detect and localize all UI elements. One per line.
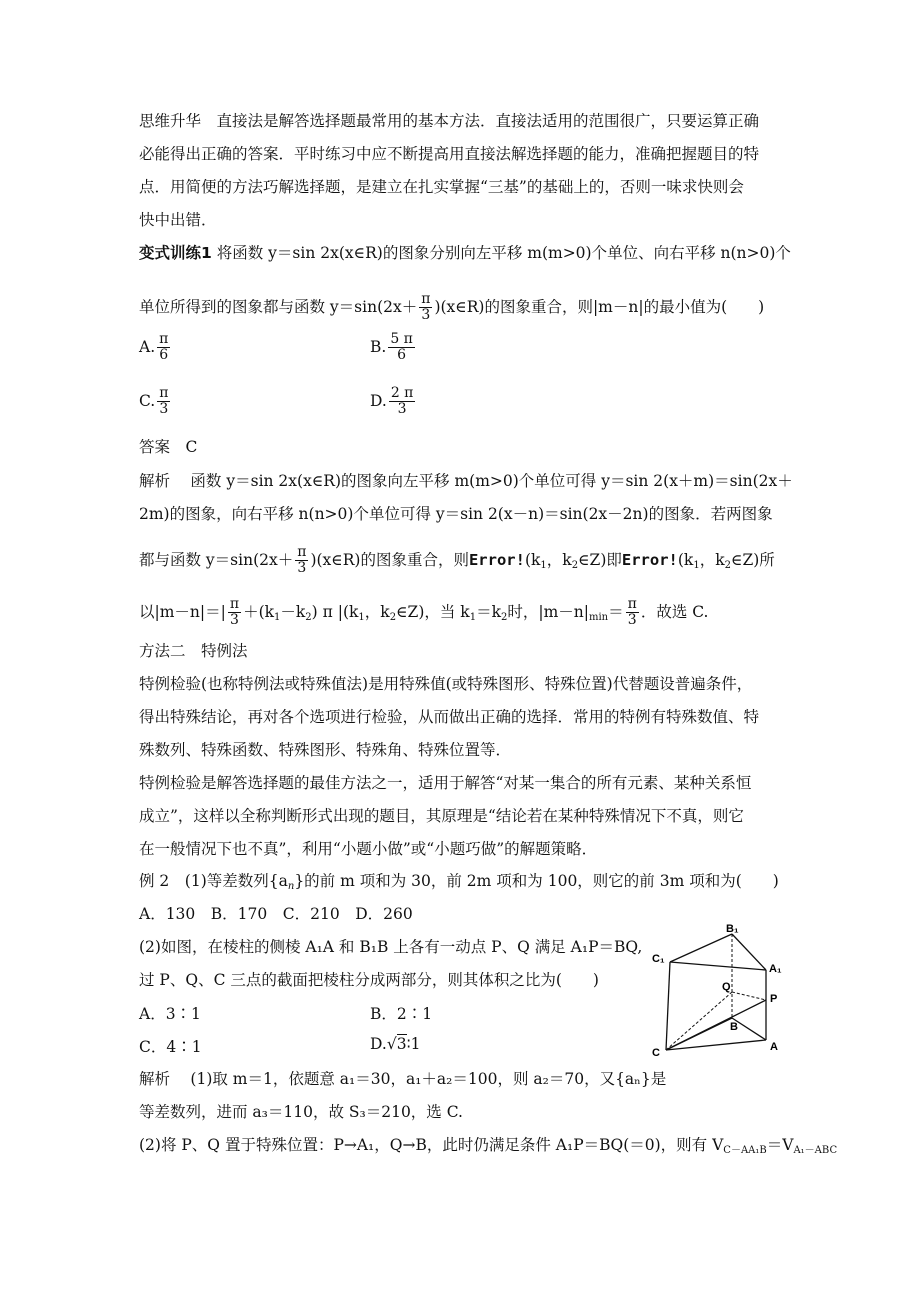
text-fragment: ．故选 C. [640, 602, 709, 621]
sqrt-icon: √ [386, 1035, 397, 1053]
example-options: A．130 B．170 C．210 D．260 [139, 905, 413, 923]
label-c: C [652, 1047, 660, 1059]
text-fragment: ，k [546, 550, 572, 569]
denominator: 3 [421, 307, 431, 324]
text-fragment: }的前 m 项和为 30，前 2m 项和为 100，则它的前 3m 项和为( ) [294, 872, 779, 890]
text-fragment: 例 2 (1)等差数列{a [139, 872, 288, 890]
subscript: min [588, 611, 609, 623]
numerator: π [627, 596, 637, 612]
text-fragment: (k [677, 550, 694, 569]
exercise-label: 变式训练1 [139, 244, 212, 262]
radicand: 3 [396, 1035, 407, 1053]
numerator: 2 π [390, 385, 414, 401]
text-line: 思维升华 直接法是解答选择题最常用的基本方法．直接法适用的范围很广，只要运算正确 [139, 112, 760, 130]
label-b1: B₁ [726, 923, 739, 935]
analysis-line: 解析 函数 y＝sin 2x(x∈R)的图象向左平移 m(m>0)个单位可得 y＝sin 2(x＋m)＝sin(2x＋ [139, 472, 793, 490]
denominator: 3 [627, 612, 637, 629]
text-line: 成立”，这样以全称判断形式出现的题目，其原理是“结论若在某种特殊情况下不真，则它 [139, 807, 744, 825]
fraction [419, 292, 432, 324]
denominator: 6 [159, 347, 169, 364]
numerator: π [229, 596, 240, 612]
label-a1: A₁ [769, 963, 782, 975]
denominator: 3 [230, 612, 239, 629]
option-b: B．2∶1 [370, 1005, 433, 1023]
text-fragment: ∈Z)，当 k [396, 602, 470, 621]
label-c1: C₁ [652, 953, 665, 965]
text-fragment: ＋(k [243, 602, 275, 621]
analysis-line: 2m)的图象，向右平移 n(n>0)个单位可得 y＝sin 2(x－n)＝sin(2x－2n)的图象．若两图象 [139, 505, 773, 523]
denominator: 6 [397, 347, 407, 364]
text-fragment: )(x∈R)的图象重合，则|m－n|的最小值为( ) [434, 297, 765, 316]
section-heading: 方法二 特例法 [139, 642, 248, 660]
subscript: C－AA₁B [723, 1145, 767, 1156]
text-fragment: 单位所得到的图象都与函数 y＝sin(2x＋ [139, 297, 418, 316]
example-line: 例 2 (1)等差数列$\{a_n\}$的前 m 项和为 30，前 2m 项和为 100，则它的前 3m 项和为( ) [139, 872, 779, 892]
subscript: A₁－ABC [793, 1145, 838, 1156]
analysis-line-3: 都与函数 y＝sin(2x＋ $\frac{\pi}{3}$ )(x∈R)的图象重合，则$Error!(k_1$，$k_2\in Z$)即$Error!(k_1$，$k_2\in Z$)所 [139, 544, 775, 577]
numerator: π [421, 291, 431, 307]
denominator: 3 [159, 401, 169, 418]
text-fragment: 以|m－n|＝| [139, 602, 226, 621]
option-letter: B. [370, 337, 387, 356]
text-line: 点．用简便的方法巧解选择题，是建立在扎实掌握“三基”的基础上的，否则一味求快则会 [139, 178, 744, 196]
error-text: Error! [468, 550, 525, 569]
exercise-line-2 [139, 292, 764, 324]
text-line: 必能得出正确的答案．平时练习中应不断提高用直接法解选择题的能力，准确把握题目的特 [139, 145, 760, 163]
text-fragment: ∈Z)即 [578, 550, 622, 569]
text-line: 特例检验(也称特例法或特殊值法)是用特殊值(或特殊图形、特殊位置)代替题设普遍条件， [139, 675, 753, 693]
prism-figure [648, 922, 790, 1060]
exercise-statement [139, 242, 791, 264]
text-line: 得出特殊结论，再对各个选项进行检验，从而做出正确的选择．常用的特例有特殊数值、特 [139, 708, 760, 726]
denominator: 3 [397, 401, 407, 418]
text-fragment: ＝ [608, 602, 624, 621]
text-fragment: －k [280, 602, 306, 621]
numerator: 5 π [390, 331, 413, 347]
solution-line: 等差数列，进而 a₃＝110，故 S₃＝210，选 C. [139, 1103, 463, 1121]
text-fragment: ＝k [476, 602, 501, 621]
option-c: C．4∶1 [139, 1038, 202, 1056]
text-fragment: 时，|m－n| [507, 602, 589, 621]
text-fragment: )(x∈R)的图象重合，则 [310, 550, 469, 569]
text-fragment: ，k [364, 602, 390, 621]
denominator: 3 [297, 560, 307, 577]
text-fragment: (k [524, 550, 541, 569]
solution-line-3 [139, 1134, 837, 1162]
text-fragment: ) π |(k [311, 602, 359, 621]
example-line: 过 P、Q、C 三点的截面把棱柱分成两部分，则其体积之比为( ) [139, 971, 599, 989]
option-letter: A. [139, 337, 156, 356]
option-d [370, 1035, 420, 1053]
example-line: (2)如图，在棱柱的侧棱 A₁A 和 B₁B 上各有一动点 P、Q 满足 A₁P＝BQ, [139, 938, 643, 956]
text-fragment: ，k [699, 550, 725, 569]
label-a: A [770, 1041, 778, 1053]
numerator: π [297, 544, 307, 560]
option-a [139, 332, 172, 364]
text-fragment: ∶1 [406, 1035, 421, 1053]
exercise-line: 将函数 y＝sin 2x(x∈R)的图象分别向左平移 m(m>0)个单位、向右平移 n(n>0)个 [216, 244, 791, 262]
option-b [370, 332, 417, 364]
text-line: 特例检验是解答选择题的最佳方法之一，适用于解答“对某一集合的所有元素、某种关系恒 [139, 774, 752, 792]
solution-line: 解析 (1)取 m＝1，依题意 a₁＝30，a₁＋a₂＝100，则 a₂＝70，又{aₙ}是 [139, 1070, 667, 1088]
option-letter: C. [139, 391, 156, 410]
text-line: 快中出错． [139, 211, 217, 229]
option-letter: D. [370, 391, 387, 410]
text-line: 殊数列、特殊函数、特殊图形、特殊角、特殊位置等． [139, 741, 512, 759]
text-line: 在一般情况下也不真”，利用“小题小做”或“小题巧做”的解题策略． [139, 840, 598, 858]
text-fragment: ∈Z)所 [730, 550, 775, 569]
option-a: A．3∶1 [139, 1005, 201, 1023]
label-b: B [730, 1021, 738, 1033]
option-letter: D. [370, 1035, 387, 1053]
numerator: π [159, 385, 169, 401]
analysis-line-4: 以|m－n|＝| $\frac{\pi}{3}$ $+(k_1-k_2)$ π $|(k_1$，$k_2\in Z$)，当 $k_1=k_2$时，$|m-n|_{min}=$ $\frac{\pi}{3}$ ．故选 C. [139, 596, 709, 629]
option-c [139, 386, 172, 418]
text-fragment: 都与函数 y＝sin(2x＋ [139, 550, 294, 569]
label-q: Q [722, 981, 731, 993]
answer-line: 答案 C [139, 438, 198, 456]
text-fragment: ＝V [766, 1136, 794, 1154]
error-text: Error! [621, 550, 678, 569]
option-d [370, 386, 417, 418]
numerator: π [159, 331, 169, 347]
label-p: P [770, 993, 778, 1005]
text-fragment: (2)将 P、Q 置于特殊位置：P→A₁，Q→B，此时仍满足条件 A₁P＝BQ(＝0)，则有 V [139, 1136, 724, 1154]
